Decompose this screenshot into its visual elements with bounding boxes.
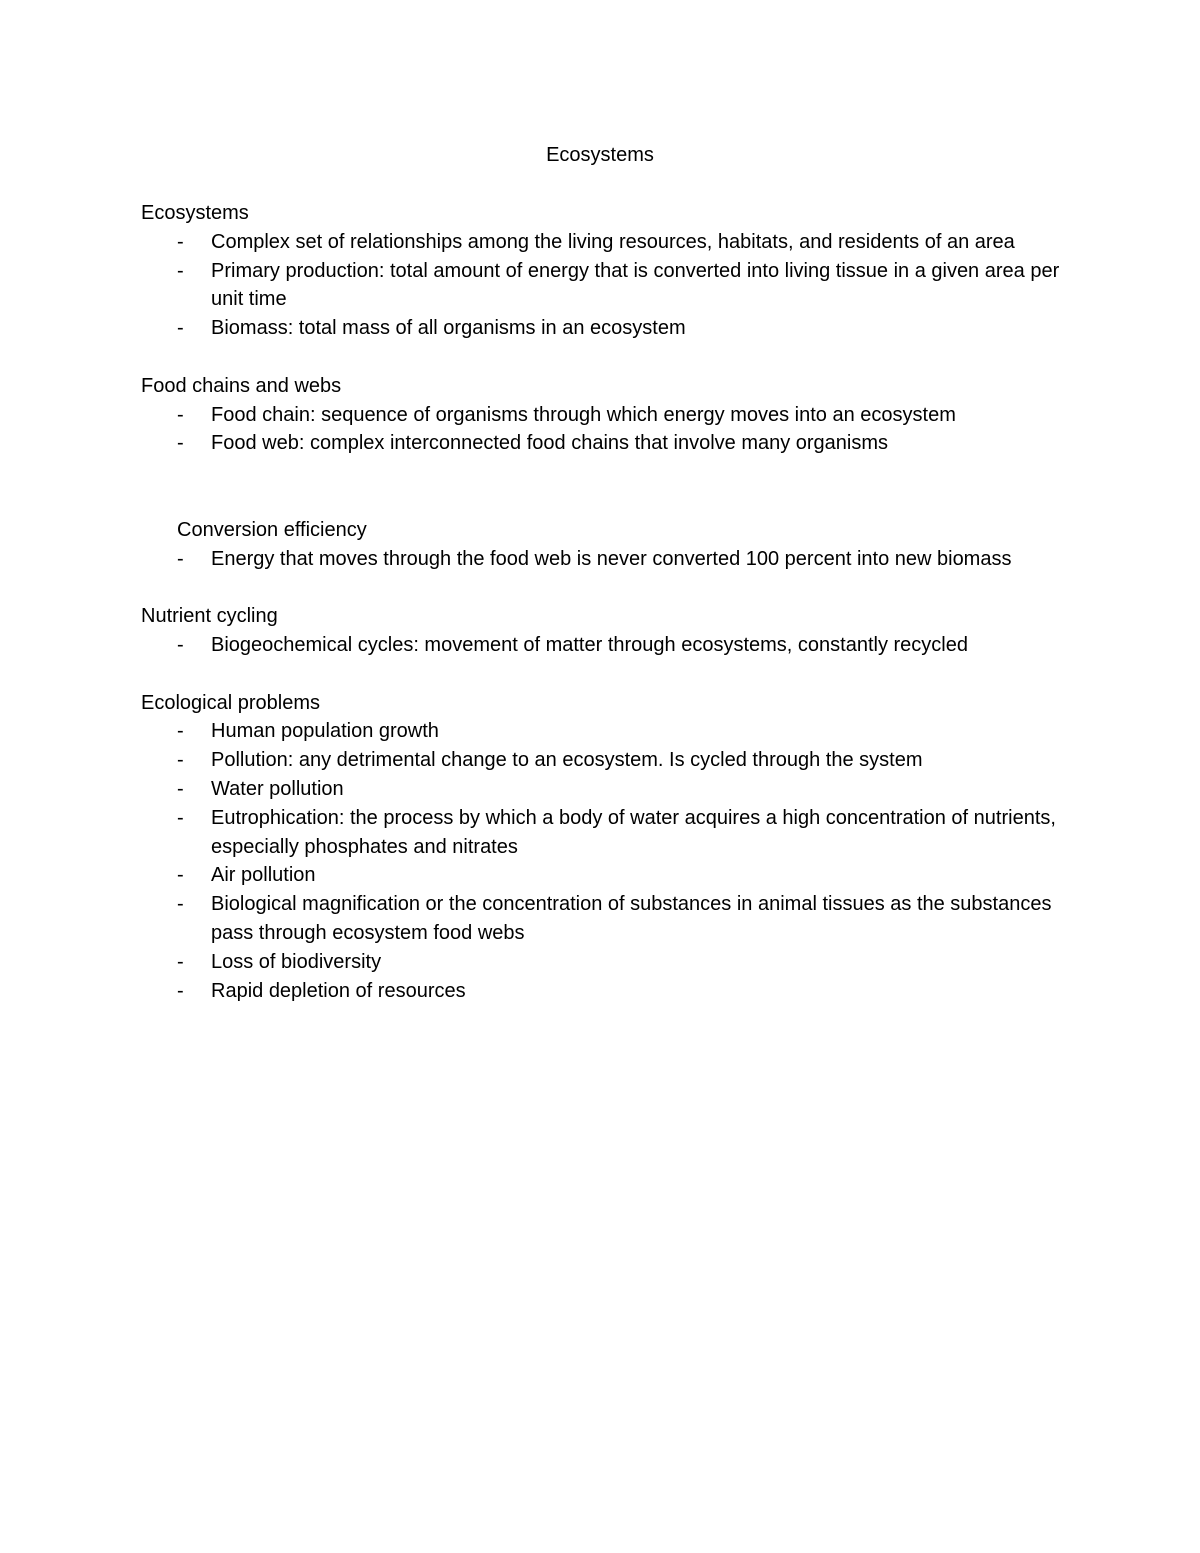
document-title: Ecosystems <box>546 144 654 166</box>
dash-bullet: - <box>177 864 184 887</box>
list-item-text: Food web: complex interconnected food chains that involve many organisms <box>211 432 889 455</box>
list-item <box>141 948 1061 977</box>
list-item-text: Air pollution <box>211 864 316 887</box>
section-ecological-problems <box>141 689 1061 1006</box>
list-item-text: Water pollution <box>211 777 344 800</box>
dash-bullet: - <box>177 893 184 916</box>
list-item <box>141 314 1061 343</box>
dash-bullet: - <box>177 720 184 743</box>
section-conversion-efficiency <box>141 516 1061 574</box>
list-item <box>141 861 1061 890</box>
section-heading: Food chains and webs <box>141 374 342 397</box>
list-item <box>141 631 1061 660</box>
list-item-text: Eutrophication: the process by which a body of water acquires a high concentration of nutrients, especially phosphates and nitrates <box>211 806 1056 858</box>
spacer <box>141 660 1061 689</box>
bullet-list <box>141 228 1061 343</box>
section-ecosystems <box>141 199 1061 343</box>
section-heading: Conversion efficiency <box>177 518 367 541</box>
dash-bullet: - <box>177 317 184 340</box>
list-item <box>141 401 1061 430</box>
bullet-list <box>141 401 1061 459</box>
list-item-text: Biological magnification or the concentration of substances in animal tissues as the substances pass through ecosystem food webs <box>211 893 1052 944</box>
list-item-text: Loss of biodiversity <box>211 950 382 973</box>
list-item <box>141 746 1061 775</box>
bullet-list <box>141 717 1061 1005</box>
dash-bullet: - <box>177 432 184 455</box>
section-heading: Nutrient cycling <box>141 605 278 628</box>
dash-bullet: - <box>177 950 184 973</box>
dash-bullet: - <box>177 633 184 656</box>
section-food-chains <box>141 372 1061 458</box>
dash-bullet: - <box>177 230 184 253</box>
list-item-text: Pollution: any detrimental change to an ecosystem. Is cycled through the system <box>211 749 923 772</box>
list-item <box>141 775 1061 804</box>
bullet-list <box>141 631 1061 660</box>
dash-bullet: - <box>177 979 184 1002</box>
list-item <box>141 257 1061 315</box>
list-item-text: Primary production: total amount of energy that is converted into living tissue in a given area per unit time <box>211 259 1060 311</box>
list-item <box>141 804 1061 862</box>
spacer <box>141 573 1061 602</box>
dash-bullet: - <box>177 749 184 772</box>
dash-bullet: - <box>177 547 184 570</box>
list-item <box>141 545 1061 574</box>
dash-bullet: - <box>177 806 184 829</box>
list-item-text: Food chain: sequence of organisms through which energy moves into an ecosystem <box>211 403 956 426</box>
list-item <box>141 890 1061 948</box>
bullet-list <box>141 545 1061 574</box>
section-nutrient-cycling <box>141 602 1061 660</box>
section-heading: Ecosystems <box>141 202 249 224</box>
spacer <box>141 343 1061 372</box>
dash-bullet: - <box>177 403 184 426</box>
list-item-text: Biogeochemical cycles: movement of matter through ecosystems, constantly recycled <box>211 633 968 656</box>
list-item-text: Human population growth <box>211 720 439 743</box>
dash-bullet: - <box>177 777 184 800</box>
list-item <box>141 429 1061 458</box>
list-item <box>141 717 1061 746</box>
dash-bullet: - <box>177 259 184 282</box>
list-item <box>141 977 1061 1006</box>
list-item-text: Complex set of relationships among the living resources, habitats, and residents of an area <box>211 230 1015 253</box>
section-heading: Ecological problems <box>141 691 320 714</box>
list-item-text: Energy that moves through the food web is never converted 100 percent into new biomass <box>211 547 1012 570</box>
list-item-text: Biomass: total mass of all organisms in an ecosystem <box>211 317 686 340</box>
document-body <box>141 199 1061 1005</box>
list-item-text: Rapid depletion of resources <box>211 979 466 1002</box>
spacer <box>141 458 1061 516</box>
list-item <box>141 228 1061 257</box>
